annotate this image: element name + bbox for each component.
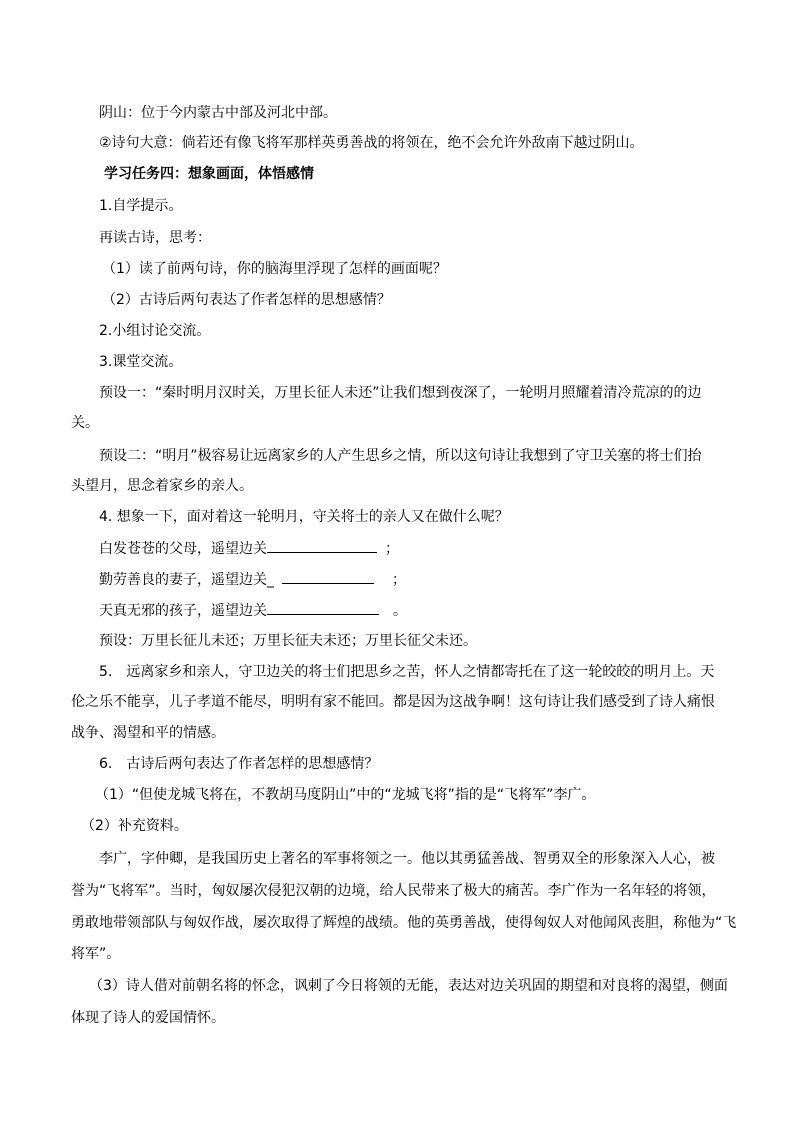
item-5-line1: 5. 远离家乡和亲人，守卫边关的将士们把思乡之苦，怀人之情都寄托在了这一轮皎皎的明月上。天 (99, 664, 715, 680)
fill-blank-parents-end: ； (385, 541, 399, 557)
preset-one-line1: 预设一：“秦时明月汉时关，万里长征人未还”让我们想到夜深了，一轮明月照耀着清冷荒凉的的边 (99, 385, 702, 401)
item-6-heading: 6. 古诗后两句表达了作者怎样的思想感情？ (99, 756, 379, 772)
preset-one-line2: 关。 (71, 415, 99, 431)
item-6-part-2: （2）补充资料。 (81, 818, 188, 834)
fill-blank-wife-end: ； (392, 572, 406, 588)
class-exchange: 3.课堂交流。 (99, 354, 183, 370)
preset-two-line1: 预设二：“明月”极容易让远离家乡的人产生思乡之情，所以这句诗让我想到了守卫关塞的将士们抬 (99, 448, 702, 464)
fill-blank-child (99, 600, 407, 621)
fill-blank-child-text: 天真无邪的孩子，遥望边关 (99, 603, 267, 619)
question-1: （1）读了前两句诗，你的脑海里浮现了怎样的画面呢？ (102, 261, 447, 277)
task-four-heading: 学习任务四：想象画面，体悟感情 (104, 166, 314, 182)
item-6-part-3-line1: （3）诗人借对前朝名将的怀念，讽刺了今日将领的无能，表达对边关巩固的期望和对良将的渴望，侧面 (89, 978, 728, 994)
item-6-part-3-line2: 体现了诗人的爱国情怀。 (71, 1010, 225, 1026)
imagine-question: 4. 想象一下，面对着这一轮明月，守关将士的亲人又在做什么呢？ (99, 509, 509, 525)
li-guang-line3: 勇敢地带领部队与匈奴作战，屡次取得了辉煌的战绩。他的英勇善战，使得匈奴人对他闻风丧胆，称他为“飞 (71, 915, 737, 931)
self-study-tip: 1.自学提示。 (99, 198, 183, 214)
preset-answers: 预设：万里长征儿未还；万里长征夫未还；万里长征父未还。 (99, 633, 477, 649)
item-5-line2: 伦之乐不能享，儿子孝道不能尽，明明有家不能回。都是因为这战争啊！这句诗让我们感受到了诗人痛恨 (71, 694, 715, 710)
fill-blank-wife (99, 569, 406, 590)
note-yinshan: 阴山：位于今内蒙古中部及河北中部。 (99, 105, 337, 121)
li-guang-line2: 誉为“飞将军”。当时，匈奴屡次侵犯汉朝的边境，给人民带来了极大的痛苦。李广作为一名年轻的将领， (71, 883, 716, 899)
preset-two-line2: 头望月，思念着家乡的亲人。 (71, 478, 253, 494)
item-5-line3: 战争、渴望和平的情感。 (71, 725, 225, 741)
li-guang-line4: 将军”。 (71, 946, 121, 962)
fill-blank-parents-text: 白发苍苍的父母，遥望边关 (99, 541, 267, 557)
question-2: （2）古诗后两句表达了作者怎样的思想感情？ (102, 292, 391, 308)
reread-prompt: 再读古诗，思考： (99, 230, 211, 246)
fill-blank-parents (99, 538, 399, 559)
fill-blank-wife-text: 勤劳善良的妻子，遥望边关_ (99, 572, 274, 588)
li-guang-line1: 李广，字仲卿，是我国历史上著名的军事将领之一。他以其勇猛善战、智勇双全的形象深入人心，被 (99, 851, 715, 867)
blank-line-child (267, 600, 379, 615)
blank-line-parents (267, 538, 377, 553)
fill-blank-child-end: 。 (393, 603, 407, 619)
item-6-part-1: （1）“但使龙城飞将在，不教胡马度阴山”中的“龙城飞将”指的是“飞将军”李广。 (95, 787, 596, 803)
group-discussion: 2.小组讨论交流。 (99, 323, 211, 339)
poem-meaning: ②诗句大意：倘若还有像飞将军那样英勇善战的将领在，绝不会允许外敌南下越过阴山。 (99, 135, 644, 151)
blank-line-wife (282, 569, 374, 584)
